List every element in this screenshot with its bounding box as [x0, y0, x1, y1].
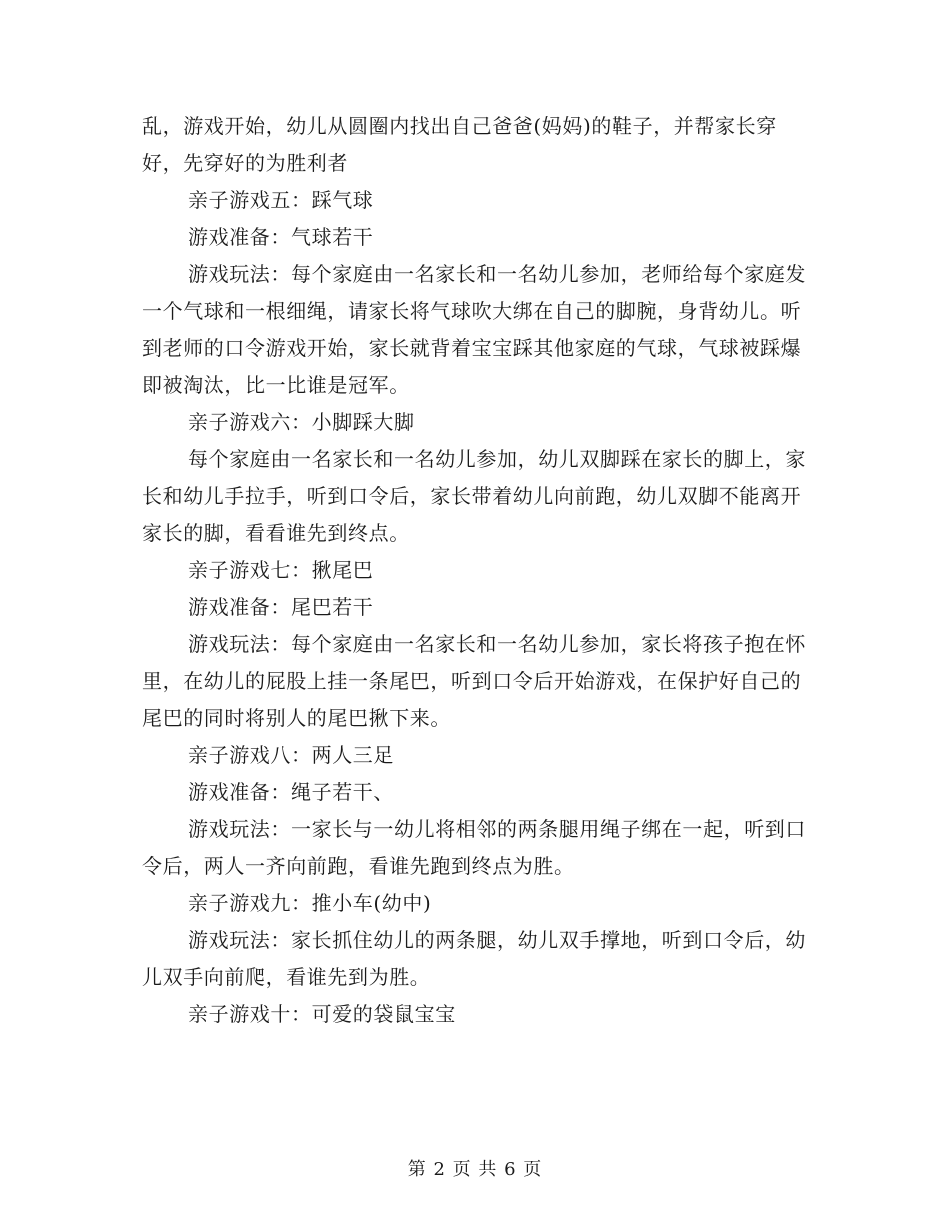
paragraph-game-five-prep: 游戏准备：气球若干 [188, 225, 374, 249]
heading-game-seven: 亲子游戏七：揪尾巴 [188, 558, 374, 582]
document-body [142, 108, 810, 1033]
paragraph-game-six-rules: 每个家庭由一名家长和一名幼儿参加，幼儿双脚踩在家长的脚上，家长和幼儿手拉手，听到口令后，家长带着幼儿向前跑，幼儿双脚不能离开家长的脚，看看谁先到终点。 [142, 447, 806, 545]
heading-game-five: 亲子游戏五：踩气球 [188, 188, 374, 212]
heading-game-six: 亲子游戏六：小脚踩大脚 [188, 410, 415, 434]
paragraph-game-seven-rules: 游戏玩法：每个家庭由一名家长和一名幼儿参加，家长将孩子抱在怀里，在幼儿的屁股上挂一条尾巴，听到口令后开始游戏，在保护好自己的尾巴的同时将别人的尾巴揪下来。 [142, 632, 806, 730]
heading-game-nine: 亲子游戏九：推小车(幼中) [188, 891, 432, 915]
paragraph-game-seven-prep: 游戏准备：尾巴若干 [188, 595, 374, 619]
paragraph-game-eight-rules: 游戏玩法：一家长与一幼儿将相邻的两条腿用绳子绑在一起，听到口令后，两人一齐向前跑，看谁先跑到终点为胜。 [142, 817, 806, 878]
page-number-footer: 第 2 页 共 6 页 [407, 1159, 543, 1180]
paragraph-game-nine-rules: 游戏玩法：家长抓住幼儿的两条腿，幼儿双手撑地，听到口令后，幼儿双手向前爬，看谁先到为胜。 [142, 928, 806, 989]
heading-game-eight: 亲子游戏八：两人三足 [188, 743, 394, 767]
paragraph-continuation: 乱，游戏开始，幼儿从圆圈内找出自己爸爸(妈妈)的鞋子，并帮家长穿好，先穿好的为胜利者 [142, 114, 777, 175]
paragraph-game-five-rules: 游戏玩法：每个家庭由一名家长和一名幼儿参加，老师给每个家庭发一个气球和一根细绳，请家长将气球吹大绑在自己的脚腕，身背幼儿。听到老师的口令游戏开始，家长就背着宝宝踩其他家庭的气球，气球被踩爆即被淘汰，比一比谁是冠军。 [142, 262, 806, 397]
heading-game-ten: 亲子游戏十：可爱的袋鼠宝宝 [188, 1002, 456, 1026]
paragraph-game-eight-prep: 游戏准备：绳子若干、 [188, 780, 394, 804]
